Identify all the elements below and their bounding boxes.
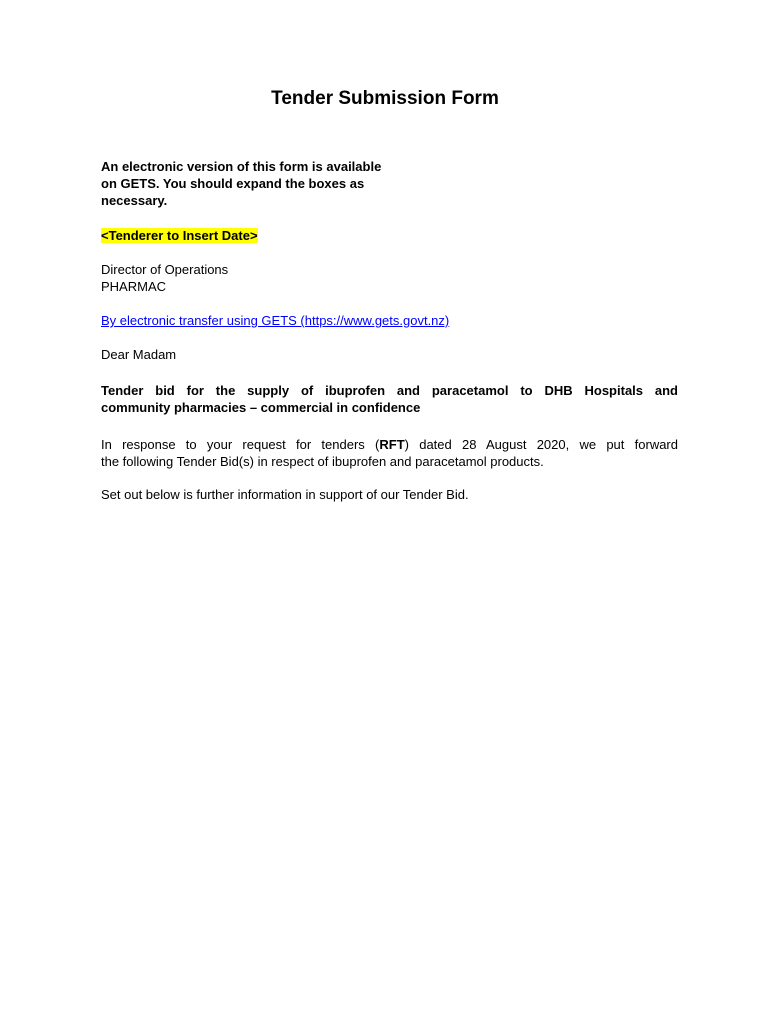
response-text: ) dated 28 August 2020, we put forward [404, 437, 678, 452]
response-line: the following Tender Bid(s) in respect of ibuprofen and paracetamol products. [101, 454, 544, 469]
salutation: Dear Madam [101, 347, 177, 362]
gets-transfer-link[interactable]: By electronic transfer using GETS (https://www.gets.govt.nz) [101, 313, 450, 328]
date-placeholder-highlight: <Tenderer to Insert Date> [101, 228, 258, 243]
subject-line: Tender bid for the supply of ibuprofen and paracetamol to DHB Hospitals and [101, 383, 678, 398]
addressee-organisation: PHARMAC [101, 279, 167, 294]
tender-subject [101, 382, 678, 416]
further-info-paragraph: Set out below is further information in support of our Tender Bid. [101, 487, 469, 502]
response-paragraph [101, 436, 678, 470]
notice-line: necessary. [101, 193, 168, 208]
response-line [101, 436, 678, 453]
addressee-block [101, 261, 228, 295]
electronic-version-notice [101, 158, 421, 209]
rft-abbreviation: RFT [379, 437, 405, 452]
page-title: Tender Submission Form [271, 88, 499, 109]
subject-line: community pharmacies – commercial in confidence [101, 400, 421, 415]
response-text: In response to your request for tenders ( [101, 437, 380, 452]
date-placeholder [101, 227, 258, 244]
notice-line: on GETS. You should expand the boxes as [101, 176, 365, 191]
addressee-role: Director of Operations [101, 262, 229, 277]
notice-line: An electronic version of this form is available [101, 159, 382, 174]
